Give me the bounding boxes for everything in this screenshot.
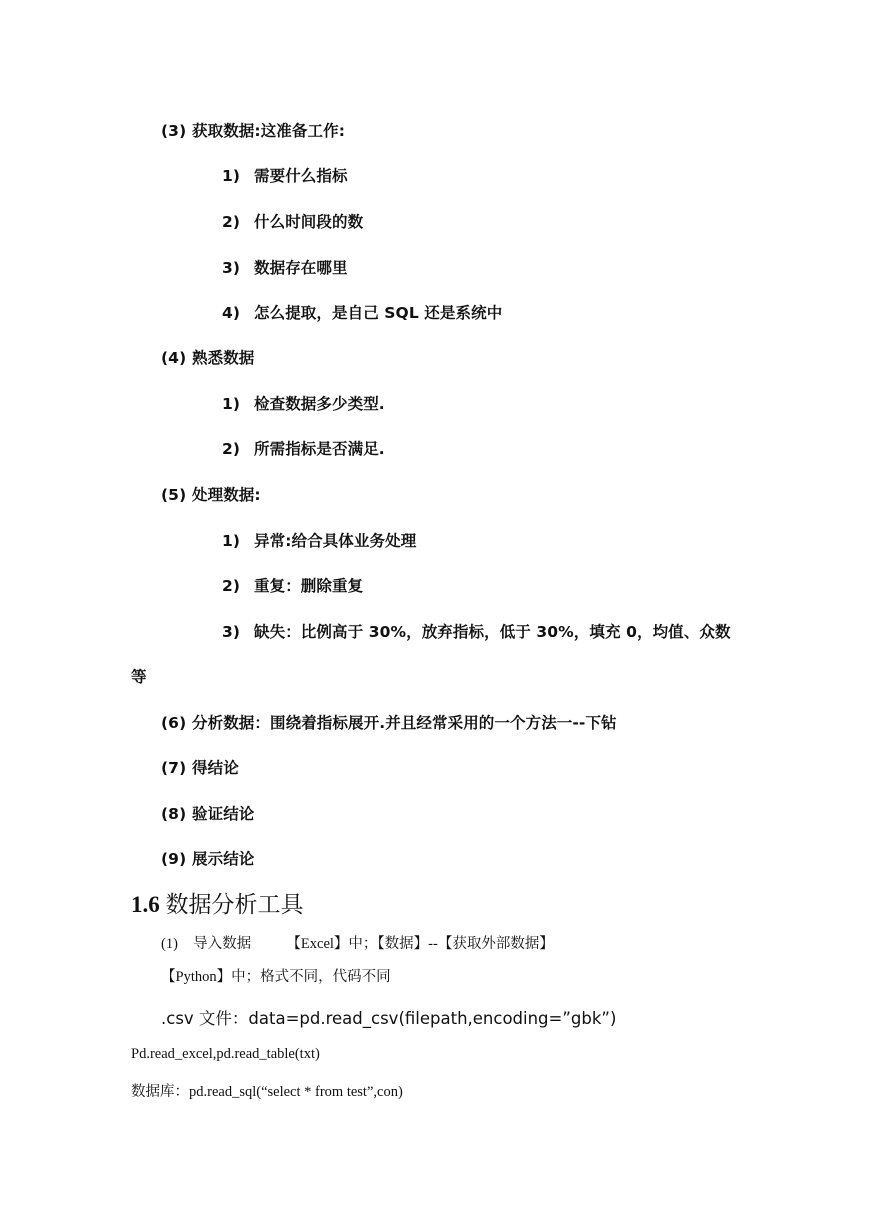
s3-item-4-number: 4) <box>222 304 241 322</box>
section-7-text: 得结论 <box>192 759 239 777</box>
s3-item-3 <box>222 256 348 278</box>
s5-item-3-wrap: 等 <box>131 668 147 686</box>
section-8-text: 验证结论 <box>192 805 255 823</box>
s4-item-2-text: 所需指标是否满足. <box>254 440 385 458</box>
s3-item-2 <box>222 210 363 232</box>
s3-item-2-number: 2) <box>222 213 241 231</box>
import-excel-text: 【Excel】中；【数据】--【获取外部数据】 <box>286 936 554 952</box>
section-6 <box>161 711 617 733</box>
s5-item-1-text: 异常:给合具体业务处理 <box>254 532 417 550</box>
section-5-number: (5) <box>161 486 187 504</box>
s5-item-1 <box>222 529 416 551</box>
s3-item-3-number: 3) <box>222 259 241 277</box>
s4-item-1-text: 检查数据多少类型. <box>254 395 385 413</box>
section-5 <box>161 483 261 505</box>
section-9-number: (9) <box>161 850 187 868</box>
s3-item-4-text: 怎么提取，是自己 SQL 还是系统中 <box>254 304 503 322</box>
s4-item-1-number: 1) <box>222 395 241 413</box>
section-4 <box>161 346 254 368</box>
section-6-text: 分析数据：围绕着指标展开.并且经常采用的一个方法一--下钻 <box>192 714 617 732</box>
s5-item-2-text: 重复：删除重复 <box>254 577 364 595</box>
section-9-text: 展示结论 <box>192 850 255 868</box>
heading-title: 数据分析工具 <box>165 892 304 917</box>
section-8 <box>161 802 254 824</box>
heading-number: 1.6 <box>131 892 160 917</box>
section-7 <box>161 756 239 778</box>
python-line: 【Python】中；格式不同，代码不同 <box>161 969 391 985</box>
s3-item-4 <box>222 301 502 323</box>
s5-item-3-text: 缺失：比例高于 30%，放弃指标，低于 30%，填充 0，均值、众数 <box>254 623 731 641</box>
s5-item-3 <box>222 620 731 642</box>
s5-item-3-number: 3) <box>222 623 241 641</box>
csv-line: .csv 文件：data=pd.read_csv(filepath,encoding=”gbk”) <box>161 1009 617 1028</box>
excel-read-line: Pd.read_excel,pd.read_table(txt) <box>131 1046 320 1062</box>
section-3-text: 获取数据:这准备工作: <box>192 122 345 140</box>
section-3 <box>161 119 345 141</box>
section-8-number: (8) <box>161 805 187 823</box>
s3-item-1-text: 需要什么指标 <box>254 167 348 185</box>
s4-item-2-number: 2) <box>222 440 241 458</box>
s4-item-1 <box>222 392 385 414</box>
s5-item-2 <box>222 574 363 596</box>
import-number: (1) <box>161 936 178 952</box>
section-5-text: 处理数据: <box>192 486 261 504</box>
section-7-number: (7) <box>161 759 187 777</box>
s4-item-2 <box>222 437 385 459</box>
section-9 <box>161 847 254 869</box>
s3-item-1 <box>222 164 348 186</box>
section-6-number: (6) <box>161 714 187 732</box>
s3-item-2-text: 什么时间段的数 <box>254 213 364 231</box>
section-4-text: 熟悉数据 <box>192 349 255 367</box>
import-data-line <box>161 932 554 953</box>
s3-item-1-number: 1) <box>222 167 241 185</box>
section-heading <box>131 886 304 919</box>
s5-item-1-number: 1) <box>222 532 241 550</box>
s3-item-3-text: 数据存在哪里 <box>254 259 348 277</box>
s5-item-2-number: 2) <box>222 577 241 595</box>
import-label: 导入数据 <box>193 936 252 952</box>
section-4-number: (4) <box>161 349 187 367</box>
section-3-number: (3) <box>161 122 187 140</box>
sql-line: 数据库：pd.read_sql(“select * from test”,con) <box>131 1084 403 1100</box>
